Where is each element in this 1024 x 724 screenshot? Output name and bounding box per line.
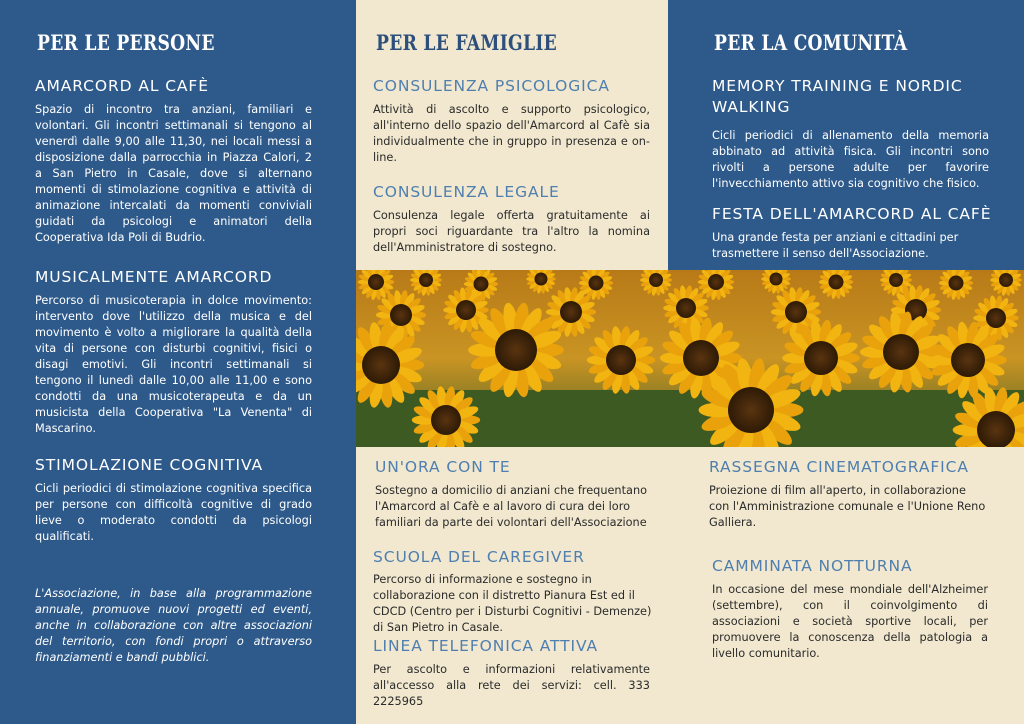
column-heading: PER LA COMUNITÀ bbox=[714, 30, 908, 55]
section-text: Una grande festa per anziani e cittadini per trasmettere il senso dell'Associazione. bbox=[712, 231, 959, 260]
section-title: AMARCORD AL CAFÈ bbox=[35, 77, 209, 95]
section-text: Attività di ascolto e supporto psicologico, all'interno dello spazio dell'Amarcord al Cafè sia individualmente che in gruppo in presenza e on-line. bbox=[373, 103, 650, 164]
column-comunita-header bbox=[668, 0, 1024, 270]
column-persone bbox=[0, 0, 356, 724]
column-heading: PER LE PERSONE bbox=[37, 30, 215, 55]
section-text: Percorso di informazione e sostegno in collaborazione con il distretto Pianura Est ed il CDCD (Centro per i Disturbi Cognitivi - Demenze) di San Pietro in Casale. bbox=[373, 573, 652, 634]
section-title: MEMORY TRAINING E NORDIC WALKING bbox=[712, 77, 963, 116]
section-text: Consulenza legale offerta gratuitamente ai propri soci riguardante tra l'altro la nomina dell'Amministratore di sostegno. bbox=[373, 209, 650, 254]
column-heading: PER LE FAMIGLIE bbox=[376, 30, 557, 55]
section-title: CONSULENZA PSICOLOGICA bbox=[373, 77, 610, 95]
section-text: Percorso di musicoterapia in dolce movimento: intervento dove l'utilizzo della musica e del movimento è volto a migliorare la qualità della vita di persone con disturbi cognitivi, fisici o disagi emotivi. Gli incontri settimanali si tengono il lunedì dalle 10,00 alle 11,00 e sono condotti da una musicoterapeuta e da un musicista della Cooperativa "La Venenta" di Mascarino. bbox=[35, 294, 312, 435]
section-title: FESTA DELL'AMARCORD AL CAFÈ bbox=[712, 205, 992, 223]
section-title: RASSEGNA CINEMATOGRAFICA bbox=[709, 458, 969, 476]
section-text: Cicli periodici di stimolazione cognitiva specifica per persone con difficoltà cognitive di grado lieve o moderato condotti da psicologi qualificati. bbox=[35, 482, 312, 543]
section-title: STIMOLAZIONE COGNITIVA bbox=[35, 456, 264, 474]
section-title: MUSICALMENTE AMARCORD bbox=[35, 268, 273, 286]
section-title: UN'ORA CON TE bbox=[375, 458, 511, 476]
section-text: In occasione del mese mondiale dell'Alzheimer (settembre), con il coinvolgimento di associazioni e società sportive locali, per promuovere la conoscenza della patologia a livello comunitario. bbox=[712, 583, 988, 660]
sunflower-field-photo bbox=[356, 270, 1024, 447]
section-title: CONSULENZA LEGALE bbox=[373, 183, 560, 201]
section-text: Spazio di incontro tra anziani, familiari e volontari. Gli incontri settimanali si tengono al venerdì dalle 9,00 alle 11,30, nei locali messi a disposizione dalla parrocchia in Piazza Calori, 2 a San Pietro in Casale, dove si alternano momenti di stimolazione cognitiva e attività di animazione intercalati da momenti conviviali guidati da psicologi e animatori della Cooperativa Ida Poli di Budrio. bbox=[35, 103, 312, 244]
section-text: Cicli periodici di allenamento della memoria abbinato ad attività fisica. Gli incontri sono rivolti a persone adulte per favorire l'invecchiamento attivo sia cognitivo che fisico. bbox=[712, 129, 989, 190]
section-title: SCUOLA DEL CAREGIVER bbox=[373, 548, 585, 566]
section-text: Sostegno a domicilio di anziani che frequentano l'Amarcord al Cafè e al lavoro di cura dei loro familiari da parte dei volontari dell'Associazione bbox=[375, 484, 648, 529]
section-title: LINEA TELEFONICA ATTIVA bbox=[373, 637, 599, 655]
section-text: Proiezione di film all'aperto, in collaborazione con l'Amministrazione comunale e l'Unione Reno Galliera. bbox=[709, 484, 986, 529]
association-note: L'Associazione, in base alla programmazione annuale, promuove nuovi progetti ed eventi, anche in collaborazione con altre associazioni del territorio, con fondi propri o attraverso finanziamenti e bandi pubblici. bbox=[35, 587, 312, 664]
section-title: CAMMINATA NOTTURNA bbox=[712, 557, 913, 575]
section-text: Per ascolto e informazioni relativamente all'accesso alla rete dei servizi: cell. 333 2225965 bbox=[373, 663, 650, 708]
